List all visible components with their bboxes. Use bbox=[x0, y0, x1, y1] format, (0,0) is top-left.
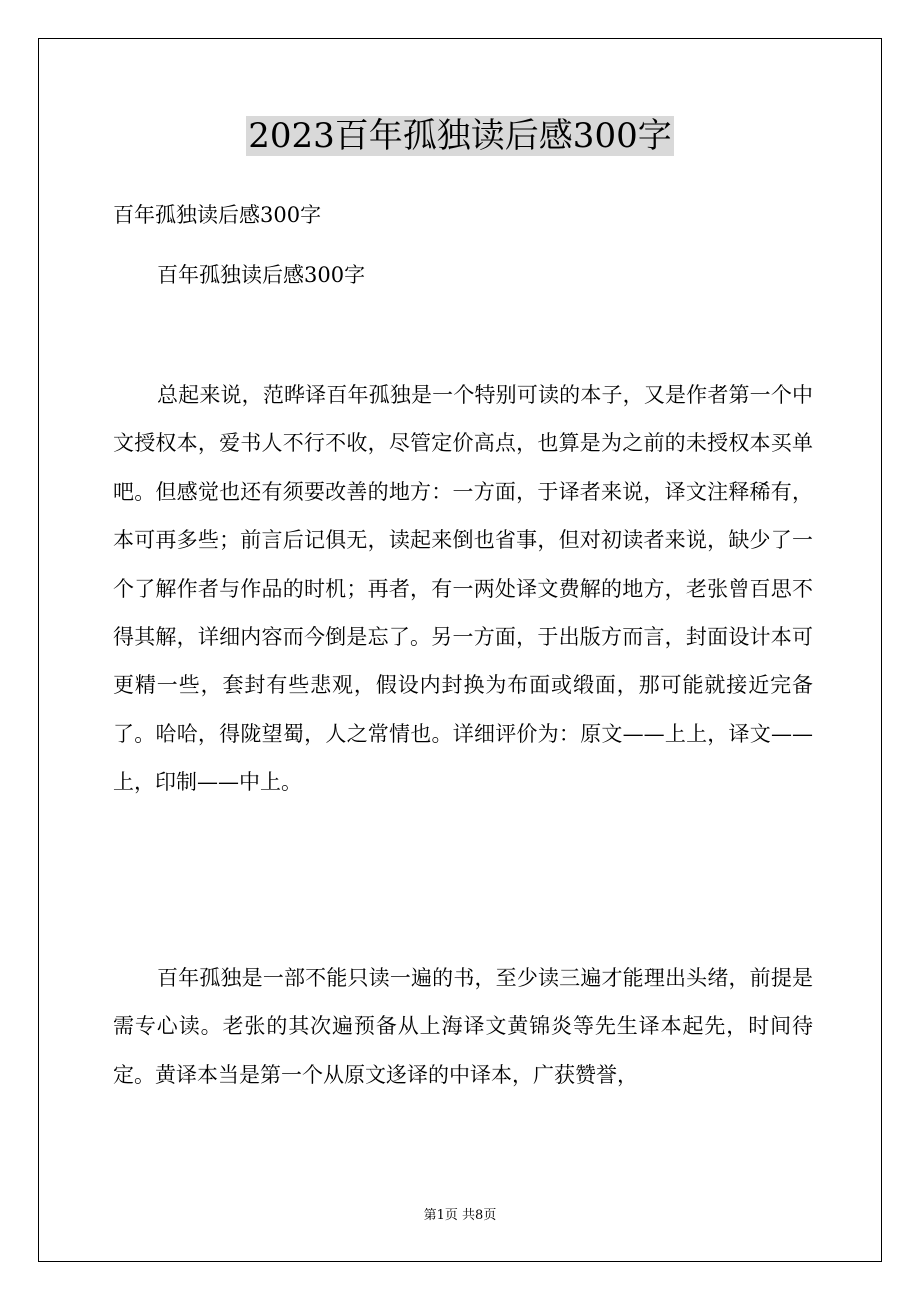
body-paragraph-2-block bbox=[113, 954, 813, 1099]
body-paragraph-2: 百年孤独是一部不能只读一遍的书，至少读三遍才能理出头绪，前提是需专心读。老张的其次遍预备从上海译文黄锦炎等先生译本起先，时间待定。黄译本当是第一个从原文迻译的中译本，广获赞誉， bbox=[113, 966, 813, 1087]
body-paragraph-1: 总起来说，范晔译百年孤独是一个特别可读的本子，又是作者第一个中文授权本，爱书人不行不收，尽管定价高点，也算是为之前的未授权本买单吧。但感觉也还有须要改善的地方：一方面，于译者来说，译文注释稀有，本可再多些；前言后记俱无，读起来倒也省事，但对初读者来说，缺少了一个了解作者与作品的时机；再者，有一两处译文费解的地方，老张曾百思不得其解，详细内容而今倒是忘了。另一方面，于出版方而言，封面设计本可更精一些，套封有些悲观，假设内封换为布面或缎面，那可能就接近完备了。哈哈，得陇望蜀，人之常情也。详细评价为：原文——上上，译文——上，印制——中上。 bbox=[113, 383, 813, 795]
document-subheading: 百年孤独读后感300字 bbox=[157, 263, 366, 287]
body-paragraph-1-block bbox=[113, 371, 813, 807]
document-title-text: 2023百年孤独读后感300字 bbox=[248, 116, 672, 156]
page-number-footer: 第1页 共8页 bbox=[423, 1208, 497, 1223]
document-title bbox=[0, 112, 920, 160]
document-subtitle: 百年孤独读后感300字 bbox=[113, 203, 322, 227]
